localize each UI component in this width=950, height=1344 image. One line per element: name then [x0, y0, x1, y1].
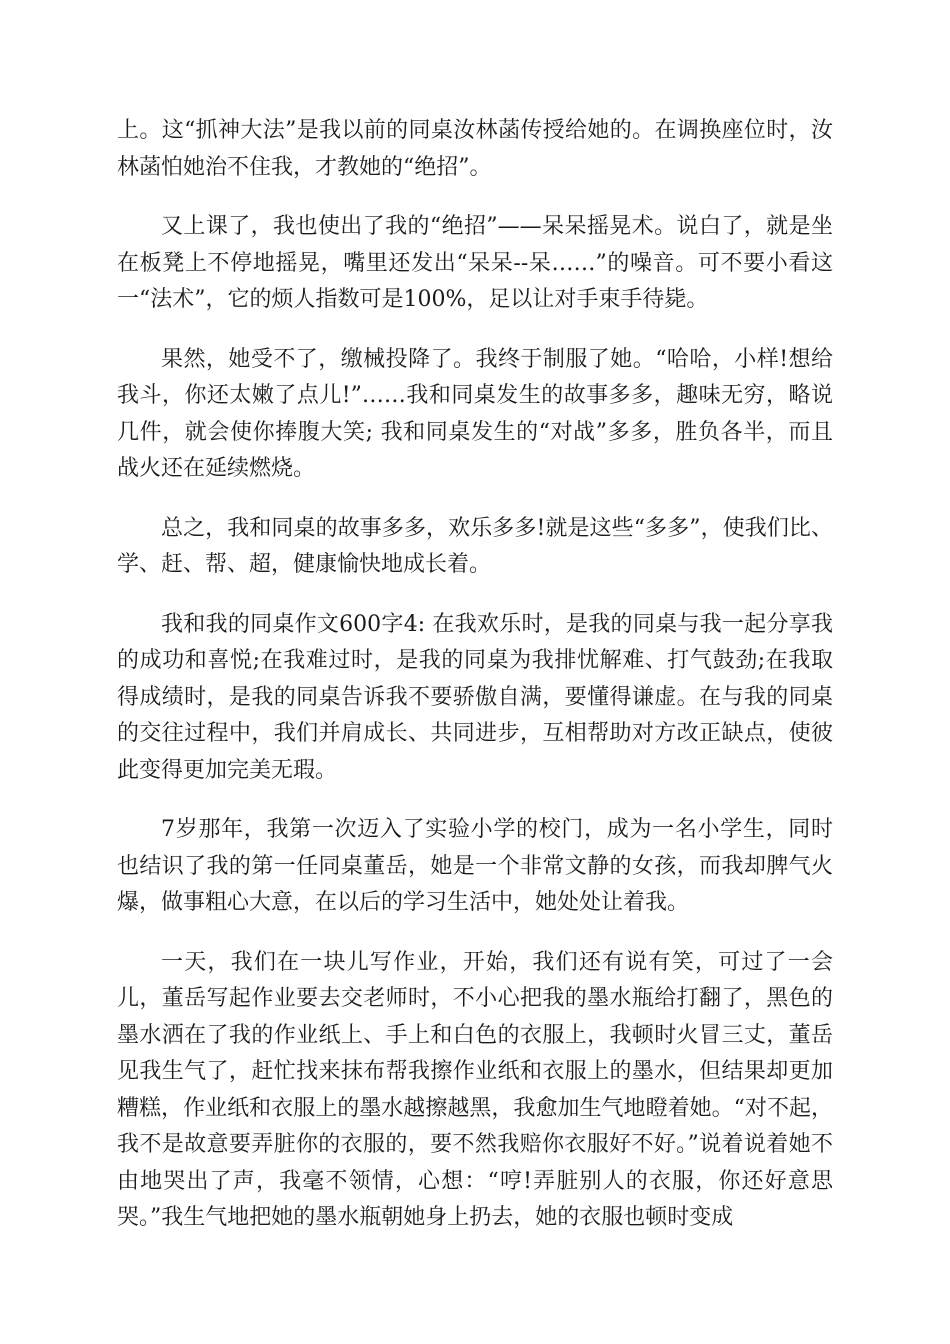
- paragraph-2: 又上课了，我也使出了我的“绝招”——呆呆摇晃术。说白了，就是坐在板凳上不停地摇晃，嘴里还发出“呆呆--呆……”的噪音。可不要小看这一“法术”，它的烦人指数可是100%，足以让对手束手待毙。: [117, 214, 833, 312]
- paragraph-6: 7岁那年，我第一次迈入了实验小学的校门，成为一名小学生，同时也结识了我的第一任同桌董岳，她是一个非常文静的女孩，而我却脾气火爆，做事粗心大意，在以后的学习生活中，她处处让着我。: [117, 817, 833, 915]
- document-body: [117, 113, 833, 1260]
- paragraph-7: 一天，我们在一块儿写作业，开始，我们还有说有笑，可过了一会儿，董岳写起作业要去交老师时，不小心把我的墨水瓶给打翻了，黑色的墨水洒在了我的作业纸上、手上和白色的衣服上，我顿时火冒三丈，董岳见我生气了，赶忙找来抹布帮我擦作业纸和衣服上的墨水，但结果却更加糟糕，作业纸和衣服上的墨水越擦越黑，我愈加生气地瞪着她。“对不起，我不是故意要弄脏你的衣服的，要不然我赔你衣服好不好。”说着说着她不由地哭出了声，我毫不领情，心想：“哼!弄脏别人的衣服，你还好意思哭。”我生气地把她的墨水瓶朝她身上扔去，她的衣服也顿时变成: [117, 949, 833, 1230]
- paragraph-5: 我和我的同桌作文600字4: 在我欢乐时，是我的同桌与我一起分享我的成功和喜悦;在我难过时，是我的同桌为我排忧解难、打气鼓劲;在我取得成绩时，是我的同桌告诉我不要骄傲自满，要懂得谦虚。在与我的同桌的交往过程中，我们并肩成长、共同进步，互相帮助对方改正缺点，使彼此变得更加完美无瑕。: [117, 611, 833, 783]
- paragraph-3: 果然，她受不了，缴械投降了。我终于制服了她。“哈哈，小样!想给我斗，你还太嫩了点儿!”……我和同桌发生的故事多多，趣味无穷，略说几件，就会使你捧腹大笑; 我和同桌发生的“对战”多多，胜负各半，而且战火还在延续燃烧。: [117, 346, 833, 481]
- paragraph-4: 总之，我和同桌的故事多多，欢乐多多!就是这些“多多”，使我们比、学、赶、帮、超，健康愉快地成长着。: [117, 515, 833, 577]
- paragraph-1: 上。这“抓神大法”是我以前的同桌汝林菡传授给她的。在调换座位时，汝林菡怕她治不住我，才教她的“绝招”。: [117, 118, 833, 180]
